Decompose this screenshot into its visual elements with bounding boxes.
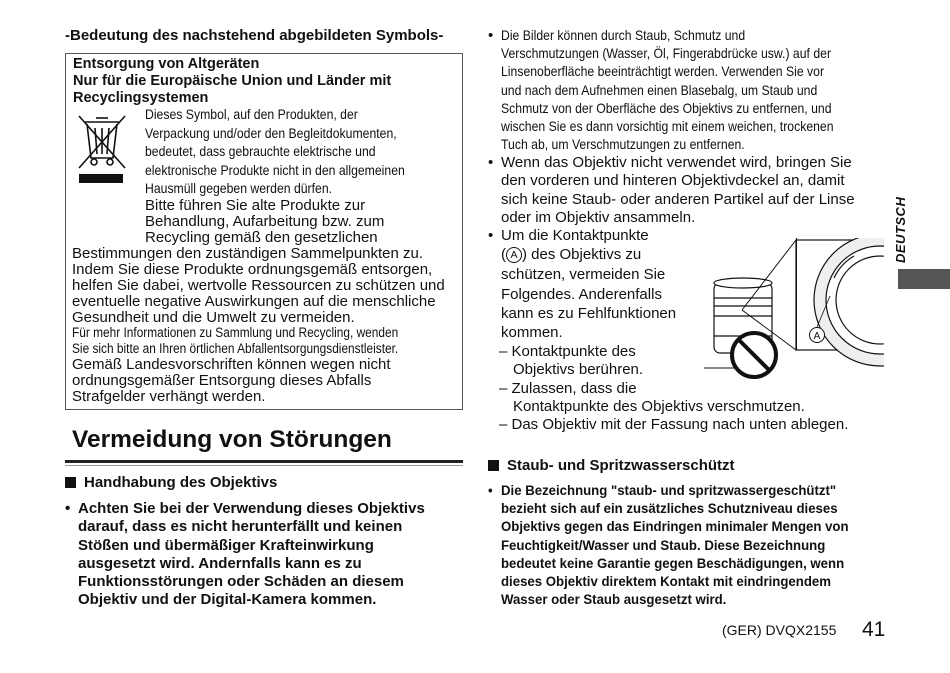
rb1-line-5: Schmutz von der Oberfläche des Objektivs zu entfernen, und	[501, 100, 832, 116]
dash-item-1-line-1: – Kontaktpunkte des	[499, 343, 636, 360]
left-bullet-marker: •	[65, 500, 71, 517]
main-heading: Vermeidung von Störungen	[72, 426, 392, 453]
left-bullet-line-2: darauf, dass es nicht herunterfällt und keinen	[78, 518, 403, 536]
para1-line-2: Verpackung und/oder den Begleitdokumenten,	[145, 125, 397, 141]
para2-line-1: Bitte führen Sie alte Produkte zur	[145, 197, 366, 214]
crossed-out-wheelie-bin-icon	[75, 114, 129, 186]
rb3-line-1: Um die Kontaktpunkte	[501, 227, 649, 244]
rb3-line-4: Folgendes. Anderenfalls	[501, 285, 662, 303]
para2-line-2: Behandlung, Aufarbeitung bzw. zum	[145, 212, 385, 230]
disposal-info-box	[65, 53, 463, 410]
language-tab-label: DEUTSCH	[893, 196, 908, 263]
rb3-line-6: kommen.	[501, 323, 563, 341]
rbb-line-7: Wasser oder Staub ausgesetzt wird.	[501, 592, 727, 609]
para4-line-1: Gemäß Landesvorschriften können wegen nicht	[72, 356, 391, 373]
rbb-line-3: Objektivs gegen das Eindringen minimaler Mengen von	[501, 519, 849, 536]
figure-label-a: A	[813, 331, 821, 342]
dash-item-1-line-2: Objektivs berühren.	[513, 361, 644, 379]
para2-line-8: Gesundheit und die Umwelt zu vermeiden.	[72, 308, 355, 326]
rb1-line-7: Tuch ab, um Verschmutzungen zu entfernen.	[501, 137, 745, 153]
circled-a-icon: A	[506, 247, 522, 263]
right-subheading	[488, 457, 735, 474]
square-bullet-icon	[488, 460, 499, 471]
para1-line-3: bedeutet, dass gebrauchte elektrische und	[145, 144, 376, 159]
rbb-line-1: Die Bezeichnung "staub- und spritzwassergeschützt"	[501, 483, 837, 499]
right-bullet-1-marker: •	[488, 27, 494, 44]
left-subheading	[65, 474, 277, 491]
para2-line-5: Indem Sie diese Produkte ordnungsgemäß entsorgen,	[72, 260, 433, 278]
page-number: 41	[862, 618, 886, 641]
para1-line-5: Hausmüll gegeben werden dürfen.	[145, 181, 333, 196]
box-heading-line-3: Recyclingsystemen	[73, 90, 209, 106]
rb3-line-3: schützen, vermeiden Sie	[501, 266, 666, 284]
rb1-line-6: wischen Sie es dann vorsichtig mit einem weichen, trockenen	[501, 119, 834, 135]
rb2-line-3: sich keine Staub- oder anderen Partikel auf der Linse	[501, 190, 855, 208]
left-subheading-text: Handhabung des Objektivs	[84, 474, 278, 491]
para2-line-4: Bestimmungen den zuständigen Sammelpunkten zu.	[72, 245, 424, 262]
para4-line-2: ordnungsgemäßer Entsorgung dieses Abfalls	[72, 371, 372, 389]
dash-item-2-line-1: – Zulassen, dass die	[499, 379, 637, 397]
left-bullet	[78, 500, 425, 610]
rb3-line-2-rest: ) des Objektivs zu	[522, 246, 642, 264]
rbb-line-4: Feuchtigkeit/Wasser und Staub. Diese Bezeichnung	[501, 537, 826, 554]
language-tab	[898, 269, 950, 289]
rbb-line-2: bezieht sich auf ein zusätzliches Schutzniveau dieses	[501, 501, 838, 518]
box-heading-line-1: Entsorgung von Altgeräten	[73, 56, 260, 72]
left-bullet-line-1: Achten Sie bei der Verwendung dieses Objektivs	[78, 500, 425, 517]
document-code: (GER) DVQX2155	[722, 622, 837, 638]
right-bold-bullet-marker: •	[488, 483, 493, 499]
rb1-line-4: und nach dem Aufnehmen einen Blasebalg, um Staub und	[501, 82, 818, 98]
dash-item-2-line-2: Kontaktpunkte des Objektivs verschmutzen.	[513, 397, 805, 415]
right-bullet-2	[501, 154, 855, 227]
para4-line-3: Strafgelder verhängt werden.	[72, 387, 266, 405]
para2-line-3: Recycling gemäß den gesetzlichen	[145, 228, 378, 246]
rb2-line-4: oder im Objektiv ansammeln.	[501, 208, 696, 226]
rb2-line-2: den vorderen und hinteren Objektivdeckel an, damit	[501, 172, 845, 190]
left-bullet-line-4: ausgesetzt wird. Andernfalls kann es zu	[78, 554, 362, 572]
para2-line-7: eventuelle negative Auswirkungen auf die menschliche	[72, 292, 436, 310]
heading-rule	[65, 460, 463, 463]
right-bold-bullet	[501, 482, 875, 609]
right-bullet-1	[501, 27, 870, 154]
rb3-open-paren: (	[501, 246, 506, 264]
rb3-line-2	[501, 245, 676, 265]
left-bullet-line-5: Funktionsstörungen oder Schäden an diesem	[78, 573, 404, 591]
lens-contacts-prohibited-icon	[704, 238, 884, 383]
dash-item-3-line-1: – Das Objektiv mit der Fassung nach unten ablegen.	[499, 416, 849, 434]
rbb-line-5: bedeutet keine Garantie gegen Beschädigungen, wenn	[501, 555, 845, 572]
left-bullet-line-3: Stößen und übermäßiger Krafteinwirkung	[78, 536, 374, 554]
rb2-line-1: Wenn das Objektiv nicht verwendet wird, bringen Sie	[501, 154, 852, 171]
right-bullet-3	[501, 227, 676, 342]
para2-line-6: helfen Sie dabei, wertvolle Ressourcen zu schützen und	[72, 276, 445, 294]
para3-line-2: Sie sich bitte an Ihren örtlichen Abfallentsorgungsdienstleister.	[72, 341, 399, 356]
para3-line-1: Für mehr Informationen zu Sammlung und Recycling, wenden	[72, 325, 399, 340]
symbol-section-title: -Bedeutung des nachstehend abgebildeten Symbols-	[65, 27, 444, 44]
para1-line-4: elektronische Produkte nicht in den allgemeinen	[145, 162, 405, 178]
rb1-line-2: Verschmutzungen (Wasser, Öl, Fingerabdrücke usw.) auf der	[501, 46, 832, 62]
rbb-line-6: dieses Objektiv direktem Kontakt mit eindringendem	[501, 574, 831, 591]
rb3-line-5: kann es zu Fehlfunktionen	[501, 304, 677, 322]
square-bullet-icon	[65, 477, 76, 488]
box-heading-line-2: Nur für die Europäische Union und Länder mit	[73, 73, 392, 89]
left-bullet-line-6: Objektiv und der Digital-Kamera kommen.	[78, 591, 377, 609]
right-bullet-3-marker: •	[488, 227, 494, 244]
heading-rule-thin	[65, 465, 463, 466]
para1-line-1: Dieses Symbol, auf den Produkten, der	[145, 107, 358, 122]
rb1-line-1: Die Bilder können durch Staub, Schmutz und	[501, 28, 746, 43]
rb1-line-3: Linsenoberfläche beeinträchtigt werden. Verwenden Sie vor	[501, 64, 825, 80]
right-subheading-text: Staub- und Spritzwasserschützt	[507, 457, 735, 474]
right-bullet-2-marker: •	[488, 154, 494, 171]
